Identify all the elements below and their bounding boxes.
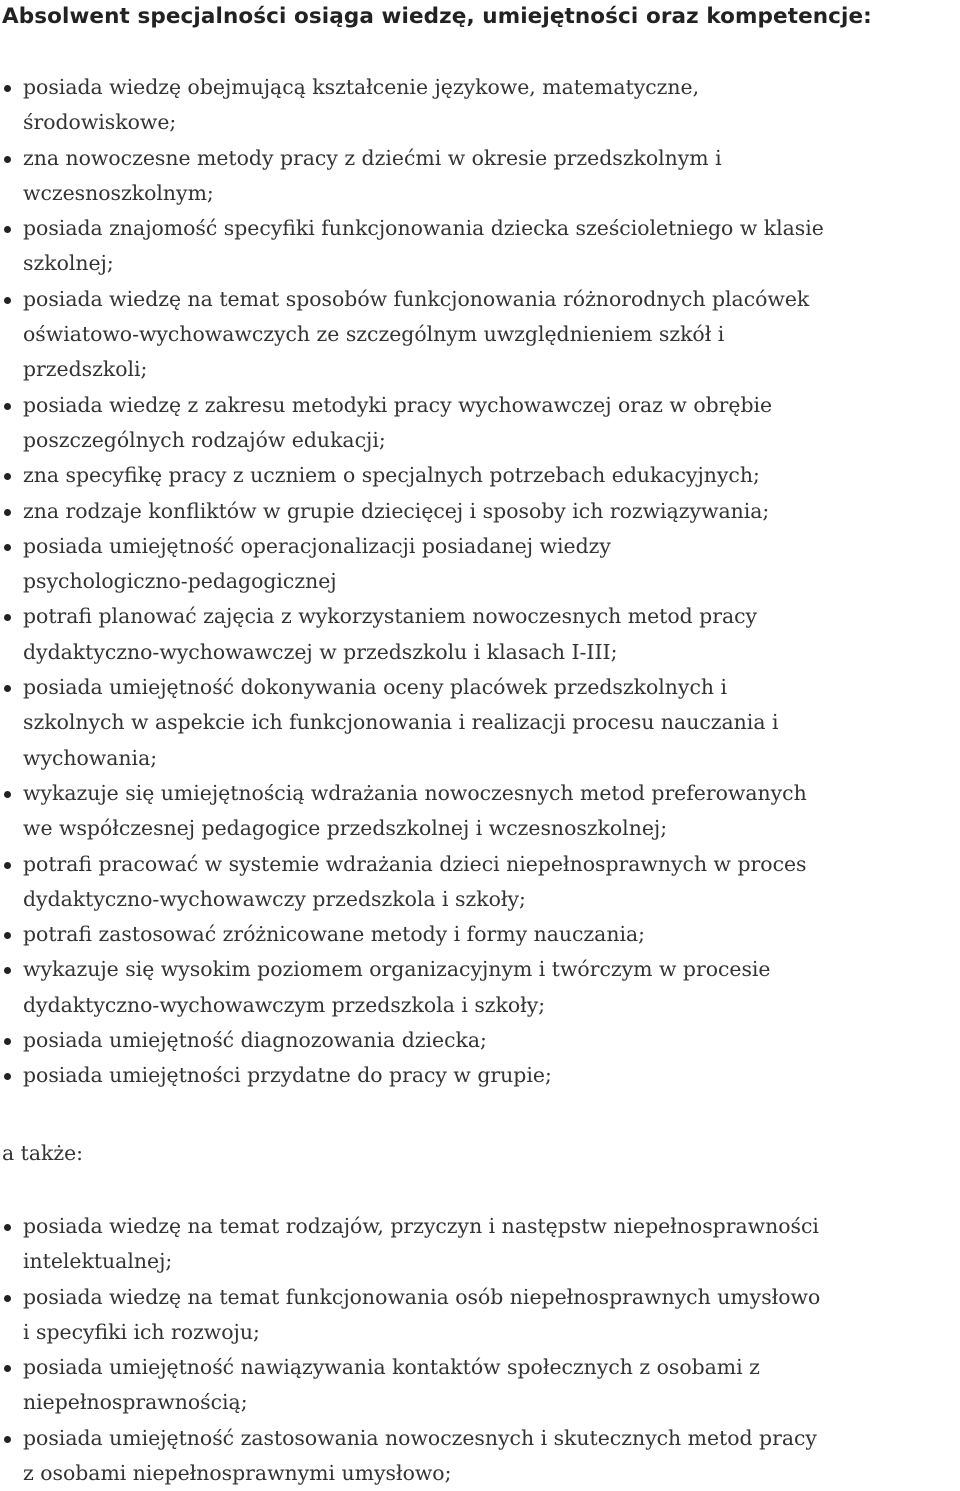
list-item: zna rodzaje konfliktów w grupie dziecięcej i sposoby ich rozwiązywania; xyxy=(0,494,960,529)
additional-competencies-list xyxy=(0,1209,960,1491)
list-item: posiada umiejętność diagnozowania dziecka; xyxy=(0,1023,960,1058)
list-item: posiada umiejętność zastosowania nowoczesnych i skutecznych metod pracy z osobami niepełnosprawnymi umysłowo; xyxy=(0,1421,960,1491)
list-item: potrafi pracować w systemie wdrażania dzieci niepełnosprawnych w proces dydaktyczno-wychowawczy przedszkola i szkoły; xyxy=(0,847,960,918)
list-item: zna nowoczesne metody pracy z dziećmi w okresie przedszkolnym i wczesnoszkolnym; xyxy=(0,141,960,212)
page-heading: Absolwent specjalności osiąga wiedzę, umiejętności oraz kompetencje: xyxy=(2,4,872,29)
also-label: a także: xyxy=(2,1141,84,1165)
list-item: posiada wiedzę z zakresu metodyki pracy wychowawczej oraz w obrębie poszczególnych rodzajów edukacji; xyxy=(0,388,960,459)
competencies-list xyxy=(0,70,960,1094)
list-item: posiada wiedzę na temat sposobów funkcjonowania różnorodnych placówek oświatowo-wychowawczych ze szczególnym uwzględnieniem szkół i przedszkoli; xyxy=(0,282,960,388)
list-item: posiada wiedzę na temat rodzajów, przyczyn i następstw niepełnosprawności intelektualnej; xyxy=(0,1209,960,1280)
list-item: wykazuje się wysokim poziomem organizacyjnym i twórczym w procesie dydaktyczno-wychowawczym przedszkola i szkoły; xyxy=(0,952,960,1023)
list-item: posiada wiedzę obejmującą kształcenie językowe, matematyczne, środowiskowe; xyxy=(0,70,960,141)
list-item: posiada wiedzę na temat funkcjonowania osób niepełnosprawnych umysłowo i specyfiki ich rozwoju; xyxy=(0,1280,960,1351)
list-item: posiada umiejętności przydatne do pracy w grupie; xyxy=(0,1058,960,1093)
list-item: wykazuje się umiejętnością wdrażania nowoczesnych metod preferowanych we współczesnej pedagogice przedszkolnej i wczesnoszkolnej; xyxy=(0,776,960,847)
list-item: posiada umiejętność operacjonalizacji posiadanej wiedzy psychologiczno-pedagogicznej xyxy=(0,529,960,600)
list-item: potrafi zastosować zróżnicowane metody i formy nauczania; xyxy=(0,917,960,952)
list-item: potrafi planować zajęcia z wykorzystaniem nowoczesnych metod pracy dydaktyczno-wychowawczej w przedszkolu i klasach I-III; xyxy=(0,599,960,670)
list-item: posiada umiejętność dokonywania oceny placówek przedszkolnych i szkolnych w aspekcie ich funkcjonowania i realizacji procesu nauczania i wychowania; xyxy=(0,670,960,776)
list-item: zna specyfikę pracy z uczniem o specjalnych potrzebach edukacyjnych; xyxy=(0,458,960,493)
list-item: posiada umiejętność nawiązywania kontaktów społecznych z osobami z niepełnosprawnością; xyxy=(0,1350,960,1421)
list-item: posiada znajomość specyfiki funkcjonowania dziecka sześcioletniego w klasie szkolnej; xyxy=(0,211,960,282)
